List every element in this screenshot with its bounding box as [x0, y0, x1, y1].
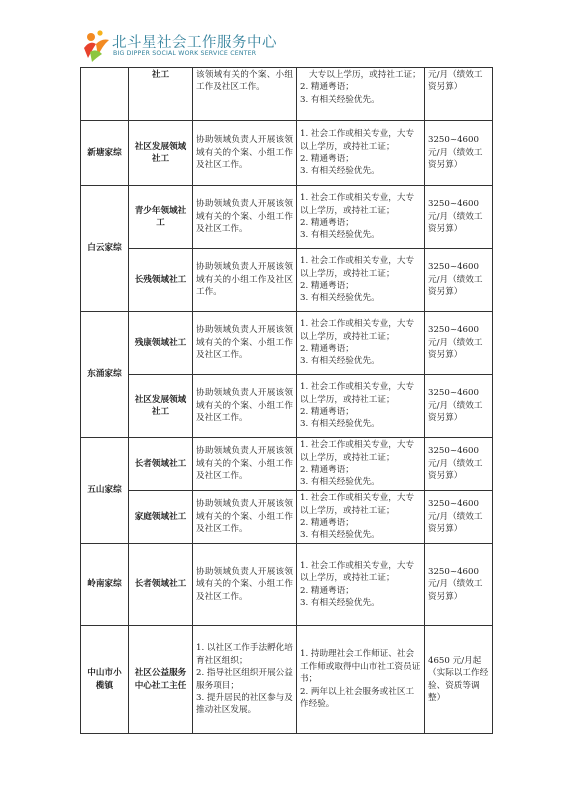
pay-cell: 3250~4600元/月（绩效工资另算） — [425, 491, 493, 544]
position-cell: 青少年领域社工 — [129, 186, 193, 249]
pay-cell: 3250~4600元/月（绩效工资另算） — [425, 249, 493, 312]
big-dipper-logo-icon — [82, 28, 112, 62]
position-cell: 残康领域社工 — [129, 312, 193, 375]
pay-cell: 元/月（绩效工资另算） — [425, 68, 493, 121]
location-cell: 新塘家综 — [81, 121, 129, 186]
position-cell: 长者领域社工 — [129, 544, 193, 626]
requirement-item: 1. 社会工作或相关专业，大专以上学历，或持社工证； — [300, 493, 415, 516]
page-header — [82, 28, 382, 68]
position-cell: 社区发展领域社工 — [129, 375, 193, 438]
requirement-item: 3. 有相关经验优先。 — [300, 94, 380, 105]
position-cell: 社工 — [129, 68, 193, 121]
duties-cell: 协助领域负责人开展该领域有关的个案、小组工作及社区工作。 — [193, 186, 297, 249]
duties-cell: 协助领域负责人开展该领域有关的个案、小组工作及社区工作。 — [193, 491, 297, 544]
position-cell: 社区公益服务中心社工主任 — [129, 626, 193, 734]
duty-item: 2. 指导社区组织开展公益服务项目； — [196, 668, 293, 691]
duties-cell: 协助领域负责人开展该领域有关的个案、小组工作及社区工作。 — [193, 121, 297, 186]
pay-cell: 3250~4600元/月（绩效工资另算） — [425, 544, 493, 626]
requirement-item: 3. 有相关经验优先。 — [300, 477, 380, 488]
table-row — [81, 312, 493, 375]
job-table — [80, 67, 493, 734]
requirements-cell — [297, 186, 425, 249]
requirement-item: 2. 精通粤语； — [300, 82, 354, 93]
requirements-cell — [297, 312, 425, 375]
requirements-cell — [297, 375, 425, 438]
position-cell: 家庭领域社工 — [129, 491, 193, 544]
duties-cell: 协助领域负责人开展该领域有关的小组工作及社区工作。 — [193, 249, 297, 312]
requirement-item: 1. 社会工作或相关专业，大专以上学历，或持社工证； — [300, 382, 415, 405]
table-row — [81, 626, 493, 734]
pay-cell: 4650 元/月起（实际以工作经验、资质等调整） — [425, 626, 493, 734]
requirement-item: 1. 社会工作或相关专业，大专以上学历，或持社工证； — [300, 256, 415, 279]
requirement-item: 2. 精通粤语； — [300, 344, 354, 354]
requirement-item: 1. 社会工作或相关专业，大专以上学历，或持社工证； — [300, 129, 415, 152]
pay-cell: 3250~4600元/月（绩效工资另算） — [425, 121, 493, 186]
table-row — [81, 375, 493, 438]
duties-cell: 协助领域负责人开展该领域有关的个案、小组工作及社区工作。 — [193, 312, 297, 375]
requirement-item: 2. 精通粤语； — [300, 154, 354, 164]
requirements-cell — [297, 249, 425, 312]
duties-cell: 该领域有关的个案、小组工作及社区工作。 — [193, 68, 297, 121]
requirement-item: 2. 精通粤语； — [300, 518, 354, 528]
requirement-item: 3. 有相关经验优先。 — [300, 419, 380, 430]
requirements-cell — [297, 626, 425, 734]
pay-cell: 3250~4600元/月（绩效工资另算） — [425, 312, 493, 375]
location-cell: 中山市小榄镇 — [81, 626, 129, 734]
requirement-item: 3. 有相关经验优先。 — [300, 530, 380, 541]
requirement-item: 大专以上学历，或持社工证； — [309, 70, 421, 80]
duty-item: 3. 提升居民的社区参与及推动社区发展。 — [196, 692, 293, 716]
requirement-item: 3. 有相关经验优先。 — [300, 293, 380, 304]
org-name-en: BIG DIPPER SOCIAL WORK SERVICE CENTER — [113, 50, 257, 57]
requirement-item: 2. 两年以上社会服务或社区工作经验。 — [300, 686, 415, 710]
table-row — [81, 186, 493, 249]
requirement-item: 1. 社会工作或相关专业，大专以上学历，或持社工证； — [300, 560, 415, 584]
requirement-item: 1. 社会工作或相关专业，大专以上学历，或持社工证； — [300, 319, 415, 342]
requirements-cell — [297, 544, 425, 626]
table-row — [81, 438, 493, 491]
table-row — [81, 491, 493, 544]
requirements-cell — [297, 68, 425, 121]
requirement-item: 2. 精通粤语； — [300, 465, 354, 475]
requirement-item: 2. 精通粤语； — [300, 407, 354, 417]
pay-cell: 3250~4600元/月（绩效工资另算） — [425, 438, 493, 491]
duties-cell: 协助领域负责人开展该领域有关的个案、小组工作及社区工作。 — [193, 438, 297, 491]
requirements-cell — [297, 438, 425, 491]
requirement-item: 2. 精通粤语； — [300, 585, 354, 596]
requirement-item: 2. 精通粤语； — [300, 218, 354, 228]
duty-item: 1. 以社区工作手法孵化培育社区组织； — [196, 643, 293, 666]
requirements-cell — [297, 491, 425, 544]
duties-cell: 协助领域负责人开展该领域有关的个案、小组工作及社区工作。 — [193, 544, 297, 626]
duties-cell: 协助领域负责人开展该领域有关的个案、小组工作及社区工作。 — [193, 375, 297, 438]
table-row — [81, 121, 493, 186]
org-name-cn: 北斗星社会工作服务中心 — [112, 35, 277, 51]
position-cell: 长残领域社工 — [129, 249, 193, 312]
duties-cell — [193, 626, 297, 734]
position-cell: 长者领域社工 — [129, 438, 193, 491]
pay-cell: 3250~4600元/月（绩效工资另算） — [425, 186, 493, 249]
requirements-cell — [297, 121, 425, 186]
requirement-item: 3. 有相关经验优先。 — [300, 166, 380, 177]
table-row — [81, 68, 493, 121]
position-cell: 社区发展领域社工 — [129, 121, 193, 186]
requirement-item: 3. 有相关经验优先。 — [300, 597, 380, 608]
table-row — [81, 544, 493, 626]
location-cell: 五山家综 — [81, 438, 129, 544]
location-cell: 岭南家综 — [81, 544, 129, 626]
location-cell: 东涌家综 — [81, 312, 129, 438]
table-row — [81, 249, 493, 312]
pay-cell: 3250~4600元/月（绩效工资另算） — [425, 375, 493, 438]
requirement-item: 3. 有相关经验优先。 — [300, 356, 380, 367]
requirement-item: 1. 持助理社会工作师证、社会工作师或取得中山市社工资员证书； — [300, 649, 421, 685]
requirement-item: 1. 社会工作或相关专业，大专以上学历，或持社工证； — [300, 440, 415, 463]
requirement-item: 1. 社会工作或相关专业，大专以上学历，或持社工证； — [300, 193, 415, 216]
requirement-item: 3. 有相关经验优先。 — [300, 230, 380, 241]
location-cell: 白云家综 — [81, 186, 129, 312]
location-cell — [81, 68, 129, 121]
requirement-item: 2. 精通粤语； — [300, 281, 354, 291]
